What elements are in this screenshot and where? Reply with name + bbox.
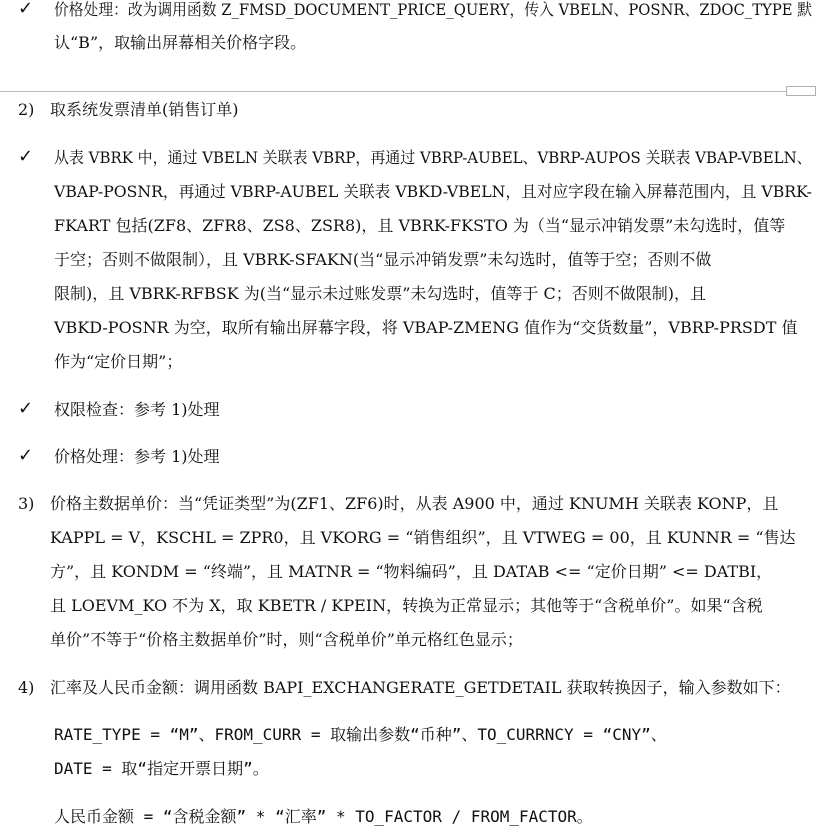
check-icon: ✓: [18, 0, 34, 19]
check-icon: ✓: [18, 146, 34, 167]
s2-bullet1-line-4: 于空；否则不做限制），且 VBRK-SFAKN(当“显示冲销发票”未勾选时，值等于空；否则不做: [54, 250, 712, 269]
s3-line-1: 价格主数据单价：当“凭证类型”为(ZF1、ZF6)时，从表 A900 中，通过 KNUMH 关联表 KONP，且: [50, 494, 779, 513]
check-icon: ✓: [18, 398, 34, 419]
s3-line-2: KAPPL = V，KSCHL = ZPR0，且 VKORG = “销售组织”，且 VTWEG = 00，且 KUNNR = “售达: [50, 528, 796, 547]
s4-title: 汇率及人民币金额：调用函数 BAPI_EXCHANGERATE_GETDETAIL 获取转换因子，输入参数如下：: [50, 678, 791, 697]
s2-bullet3: 价格处理：参考 1)处理: [54, 447, 220, 466]
s3-line-4: 且 LOEVM_KO 不为 X，取 KBETR / KPEIN，转换为正常显示；其他等于“含税单价”。如果“含税: [50, 596, 763, 615]
section-2-number: 2): [18, 100, 35, 119]
item1-line-2: 认“B”，取输出屏幕相关价格字段。: [54, 33, 307, 52]
s2-bullet1-line-6: VBKD-POSNR 为空，取所有输出屏幕字段，将 VBAP-ZMENG 值作为“交货数量”，VBRP-PRSDT 值: [54, 318, 798, 337]
s4-formula: 人民币金额 = “含税金额” * “汇率” * TO_FACTOR / FROM_FACTOR。: [54, 807, 593, 826]
section-4-number: 4): [18, 678, 35, 697]
section-3-number: 3): [18, 494, 35, 513]
s2-bullet1-line-2: VBAP-POSNR，再通过 VBRP-AUBEL 关联表 VBKD-VBELN，且对应字段在输入屏幕范围内，且 VBRK-: [54, 182, 812, 201]
s2-bullet2: 权限检查：参考 1)处理: [54, 400, 220, 419]
check-icon: ✓: [18, 445, 34, 466]
item1-line-1: 价格处理：改为调用函数 Z_FMSD_DOCUMENT_PRICE_QUERY，传入 VBELN、POSNR、ZDOC_TYPE 默: [54, 0, 813, 19]
page-divider: [0, 91, 816, 92]
page-break-marker: [786, 86, 816, 96]
s2-bullet1-line-5: 限制)，且 VBRK-RFBSK 为(当“显示未过账发票”未勾选时，值等于 C；否则不做限制)，且: [54, 284, 706, 303]
s3-line-5: 单价”不等于“价格主数据单价”时，则“含税单价”单元格红色显示；: [50, 630, 523, 649]
section-2-title: 取系统发票清单(销售订单): [50, 100, 239, 119]
s2-bullet1-line-1: 从表 VBRK 中，通过 VBELN 关联表 VBRP，再通过 VBRP-AUBEL、VBRP-AUPOS 关联表 VBAP-VBELN、: [54, 148, 812, 167]
s4-param-line-1: RATE_TYPE = “M”、FROM_CURR = 取输出参数“币种”、TO_CURRNCY = “CNY”、: [54, 725, 667, 744]
s2-bullet1-line-3: FKART 包括(ZF8、ZFR8、ZS8、ZSR8)，且 VBRK-FKSTO 为（当“显示冲销发票”未勾选时，值等: [54, 216, 786, 235]
s3-line-3: 方”，且 KONDM = “终端”，且 MATNR = “物料编码”，且 DATAB <= “定价日期” <= DATBI，: [50, 562, 773, 581]
s2-bullet1-line-7: 作为“定价日期”；: [54, 352, 183, 371]
s4-param-line-2: DATE = 取“指定开票日期”。: [54, 759, 269, 778]
